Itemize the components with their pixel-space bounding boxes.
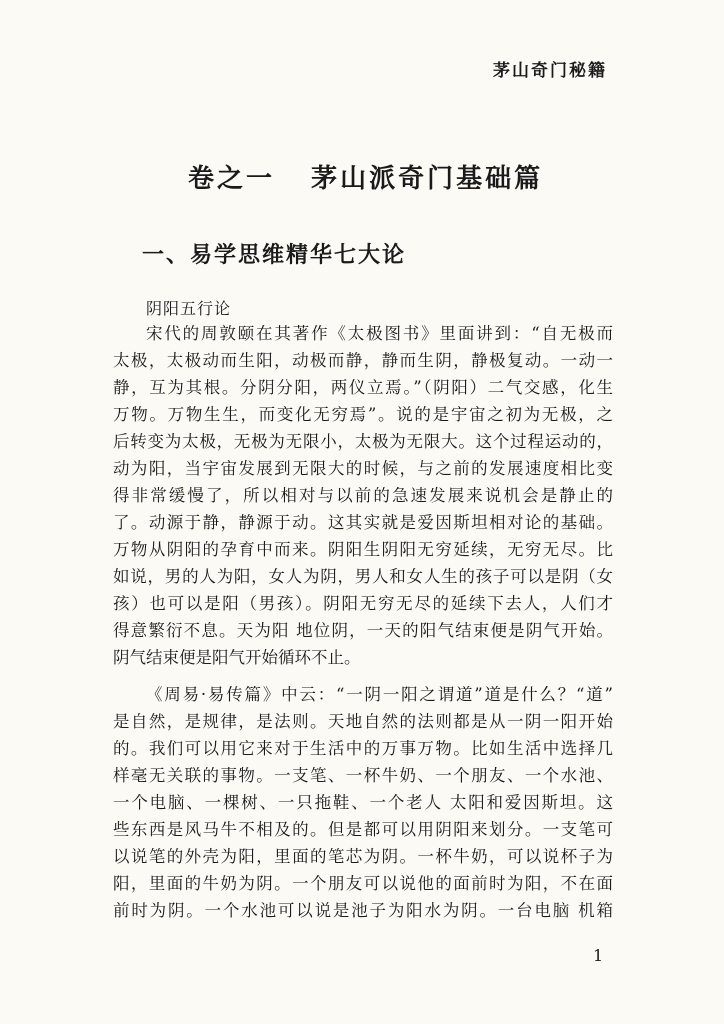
- text-line: 是自然，是规律，是法则。天地自然的法则都是从一阴一阳开始: [113, 712, 613, 731]
- chapter-title: 卷之一 茅山派奇门基础篇: [188, 164, 544, 194]
- text-line: 一个电脑、一棵树、一只拖鞋、一个老人 太阳和爱因斯坦。这: [113, 793, 613, 812]
- text-line: 宋代的周敦颐在其著作《太极图书》里面讲到：“自无极而: [146, 324, 613, 343]
- text-line: 动为阳，当宇宙发展到无限大的时候，与之前的发展速度相比变: [113, 459, 613, 478]
- text-line: 太极，太极动而生阳，动极而静，静而生阴，静极复动。一动一: [113, 351, 613, 370]
- text-line: 些东西是风马牛不相及的。但是都可以用阴阳来划分。一支笔可: [113, 820, 613, 839]
- running-header: 茅山奇门秘籍: [493, 61, 607, 81]
- text-line: 得意繁衍不息。天为阳 地位阴，一天的阳气结束便是阴气开始。: [113, 621, 613, 640]
- subheading: 阴阳五行论: [146, 299, 232, 318]
- text-line: 前时为阴。一个水池可以说是池子为阳水为阴。一台电脑 机箱: [113, 901, 613, 920]
- section-title: 一、易学思维精华七大论: [142, 242, 407, 268]
- text-line: 阳，里面的牛奶为阴。一个朋友可以说他的面前时为阳，不在面: [113, 874, 613, 893]
- text-line: 了。动源于静，静源于动。这其实就是爱因斯坦相对论的基础。: [113, 513, 613, 532]
- text-line: 《周易·易传篇》中云：“一阴一阳之谓道”道是什么？“道”: [146, 685, 613, 704]
- text-line: 样毫无关联的事物。一支笔、一杯牛奶、一个朋友、一个水池、: [113, 766, 613, 785]
- body-text: [113, 320, 613, 924]
- page-number: 1: [593, 946, 604, 965]
- text-line: 得非常缓慢了，所以相对与以前的急速发展来说机会是静止的: [113, 486, 613, 505]
- text-line: 孩）也可以是阳（男孩）。阴阳无穷无尽的延续下去人，人们才: [113, 594, 613, 613]
- text-line: 的。我们可以用它来对于生活中的万事万物。比如生活中选择几: [113, 739, 613, 758]
- text-line: 以说笔的外壳为阳，里面的笔芯为阴。一杯牛奶，可以说杯子为: [113, 847, 613, 866]
- text-line: 万物从阴阳的孕育中而来。阴阳生阴阳无穷延续，无穷无尽。比: [113, 540, 613, 559]
- text-line: 静，互为其根。分阴分阳，两仪立焉。”（阴阳）二气交感，化生: [113, 378, 613, 397]
- text-line: 阴气结束便是阳气开始循环不止。: [113, 648, 361, 667]
- text-line: 后转变为太极，无极为无限小，太极为无限大。这个过程运动的，: [113, 432, 613, 451]
- text-line: 如说，男的人为阳，女人为阴，男人和女人生的孩子可以是阴（女: [113, 567, 613, 586]
- text-line: 万物。万物生生，而变化无穷焉”。说的是宇宙之初为无极，之: [113, 405, 613, 424]
